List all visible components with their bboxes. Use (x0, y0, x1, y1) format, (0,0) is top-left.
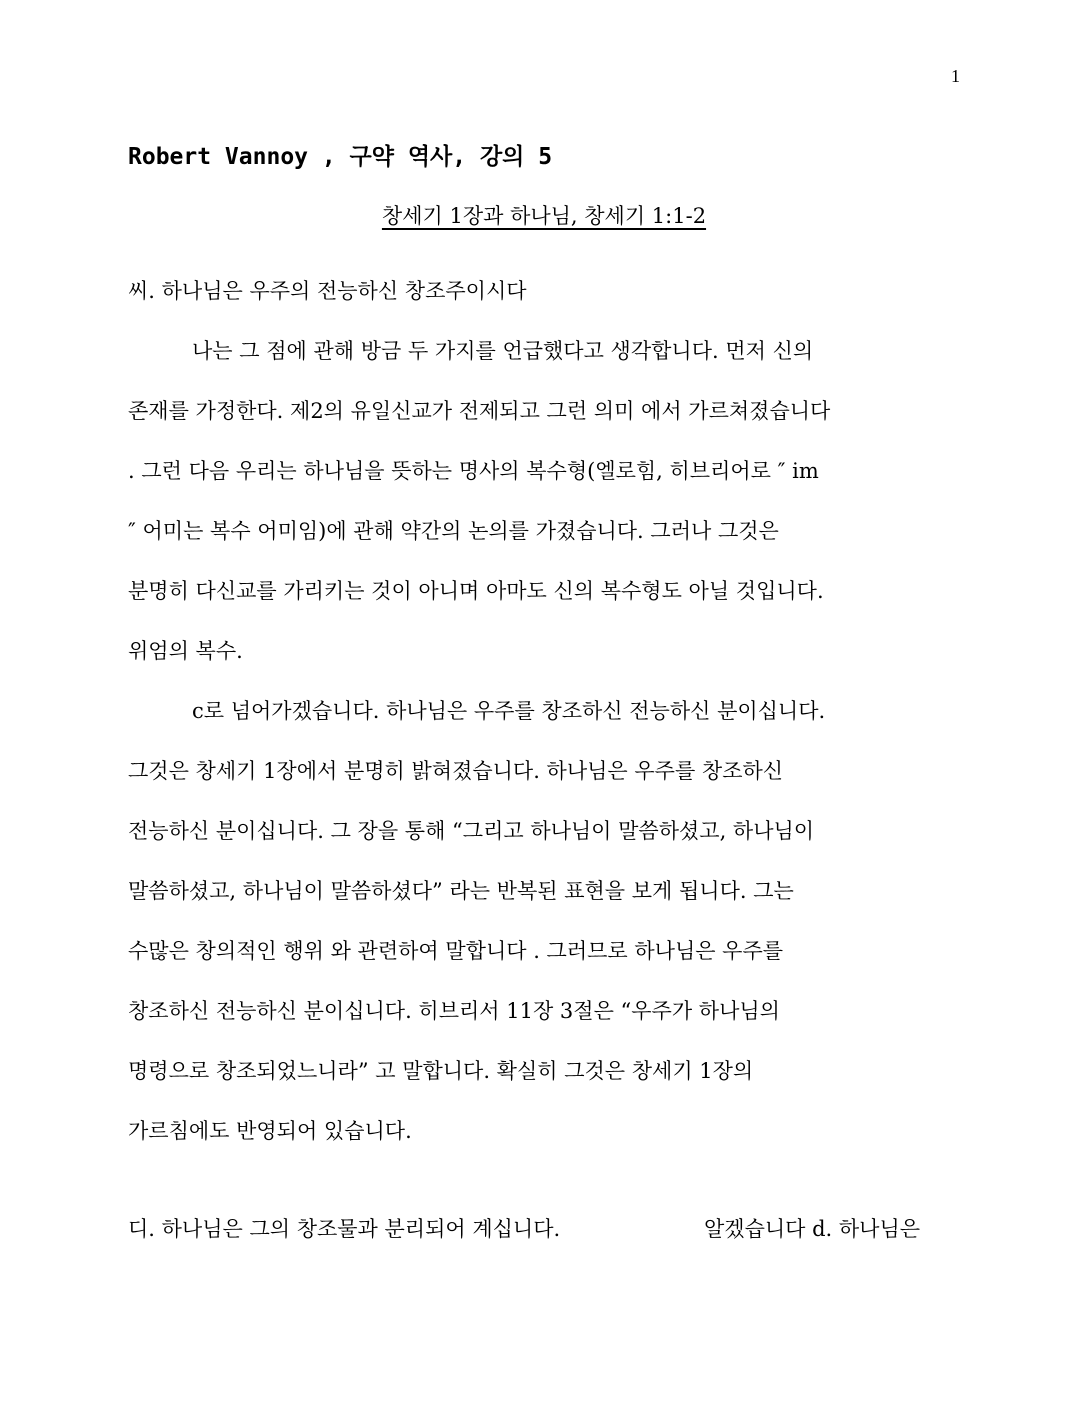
section-heading-c: 씨. 하나님은 우주의 전능하신 창조주이시다 (128, 279, 527, 303)
paragraph-line: 존재를 가정한다. 제2의 유일신교가 전제되고 그런 의미 에서 가르쳐졌습니다 (128, 399, 831, 423)
paragraph-line: 수많은 창의적인 행위 와 관련하여 말합니다 . 그러므로 하나님은 우주를 (128, 939, 784, 963)
paragraph-line: 나는 그 점에 관해 방금 두 가지를 언급했다고 생각합니다. 먼저 신의 (192, 339, 814, 363)
section-heading-d-continuation: 알겠습니다 d. 하나님은 (704, 1217, 921, 1241)
paragraph-line: c로 넘어가겠습니다. 하나님은 우주를 창조하신 전능하신 분이십니다. (192, 699, 826, 723)
document-subtitle: 창세기 1장과 하나님, 창세기 1:1-2 (381, 204, 707, 228)
page-number: 1 (951, 66, 960, 86)
paragraph-line: ″ 어미는 복수 어미임)에 관해 약간의 논의를 가졌습니다. 그러나 그것은 (128, 519, 779, 543)
paragraph-line: 그것은 창세기 1장에서 분명히 밝혀졌습니다. 하나님은 우주를 창조하신 (128, 759, 784, 783)
paragraph-line: . 그런 다음 우리는 하나님을 뜻하는 명사의 복수형(엘로힘, 히브리어로 ″ im (128, 459, 819, 483)
paragraph-line: 가르침에도 반영되어 있습니다. (128, 1119, 412, 1143)
paragraph-line: 분명히 다신교를 가리키는 것이 아니며 아마도 신의 복수형도 아닐 것입니다. (128, 579, 824, 603)
paragraph-line: 위엄의 복수. (128, 639, 243, 663)
paragraph-line: 전능하신 분이십니다. 그 장을 통해 “그리고 하나님이 말씀하셨고, 하나님이 (128, 819, 815, 843)
section-heading-d: 디. 하나님은 그의 창조물과 분리되어 계십니다. (128, 1217, 561, 1241)
paragraph-line: 말씀하셨고, 하나님이 말씀하셨다” 라는 반복된 표현을 보게 됩니다. 그는 (128, 879, 794, 903)
paragraph-line: 창조하신 전능하신 분이십니다. 히브리서 11장 3절은 “우주가 하나님의 (128, 999, 780, 1023)
paragraph-line: 명령으로 창조되었느니라” 고 말합니다. 확실히 그것은 창세기 1장의 (128, 1059, 754, 1083)
document-title: Robert Vannoy , 구약 역사, 강의 5 (128, 144, 553, 170)
